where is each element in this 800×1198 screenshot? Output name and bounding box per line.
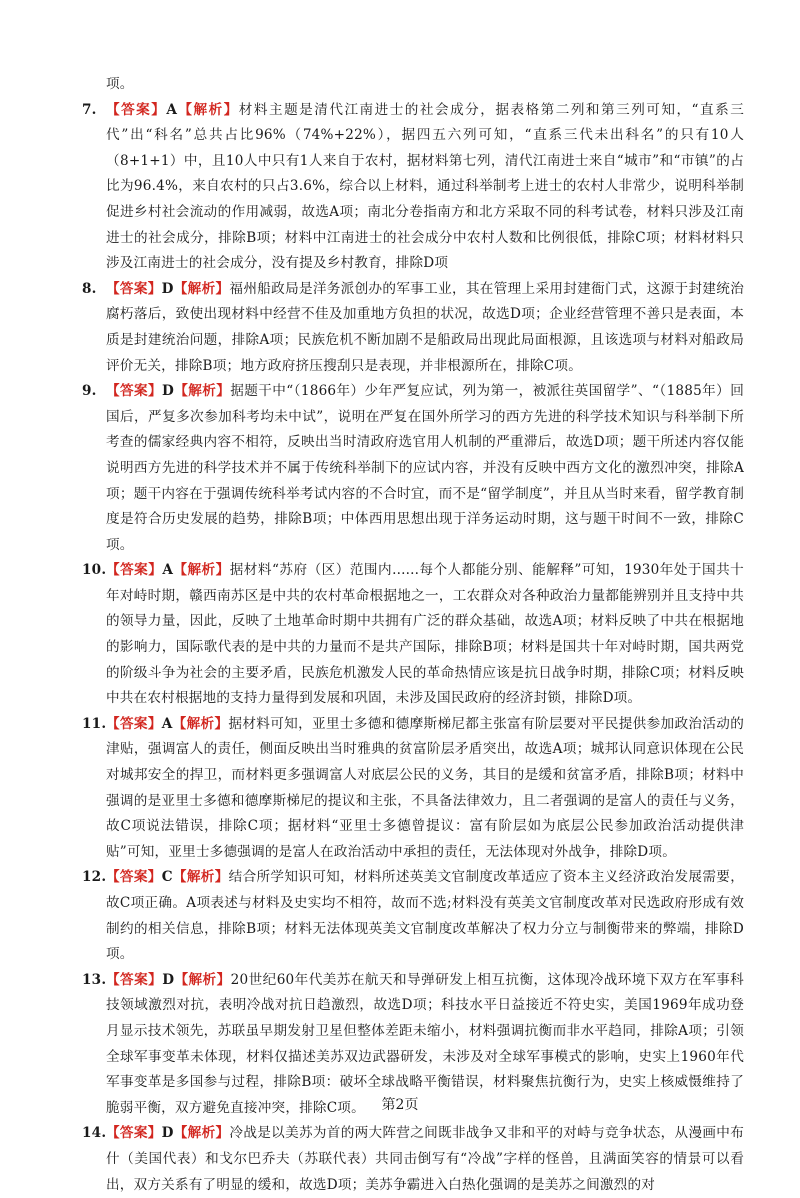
analysis-text: 20世纪60年代美苏在航天和导弹研发上相互抗衡，这体现冷战环境下双方在军事科技领域激烈对抗，表明冷战对抗日趋激烈，故选D项；科技水平日益接近不符史实，美国1969年成功登月显示技术领先，苏联虽早期发射卫星但整体差距未缩小，材料强调抗衡而非水平趋同，排除A项；引领全球军事变革未体现，材料仅描述美苏双边武器研发，未涉及对全球军事模式的影响，史实上1960年代军事变革是多国参与过程，排除B项：破坏全球战略平衡错误，材料聚焦抗衡行为，史实上核威慑维持了脆弱平衡，双方避免直接冲突，排除C项。	[106, 971, 744, 1116]
answer-tag: 【答案】	[106, 869, 162, 886]
analysis-text: 据题干中“（1866年）少年严复应试，列为第一，被派往英国留学”、“（1885年）回国后，严复多次参加科考均未中试”，说明在严复在国外所学习的西方先进的科学技术知识与科举制下所考查的儒家经典内容不相符，反映出当时清政府选官用人机制的严重滞后，故选D项；题干所述内容仅能说明西方先进的科学技术并不属于传统科举制下的应试内容，并没有反映中西方文化的激烈冲突，排除A项；题干内容在于强调传统科举考试内容的不合时宜，而不是“留学制度”，并且从当时来看，留学教育制度是符合历史发展的趋势，排除B项；中体西用思想出现于洋务运动时期，这与题干时间不一致，排除C项。	[106, 383, 744, 553]
answer-letter: D	[161, 280, 174, 297]
page-content	[82, 72, 744, 1198]
analysis-tag: 【解析】	[173, 280, 230, 297]
question-number: 7.	[82, 101, 97, 118]
answer-letter: A	[161, 715, 173, 732]
answer-item-14	[82, 1121, 744, 1198]
question-number: 12.	[82, 869, 107, 886]
answer-tag: 【答案】	[106, 383, 163, 400]
answer-tag: 【答案】	[106, 971, 163, 988]
analysis-tag: 【解析】	[174, 971, 231, 988]
answer-letter: D	[162, 971, 175, 988]
question-number: 8.	[82, 280, 97, 297]
analysis-text: 福州船政局是洋务派创办的军事工业，其在管理上采用封建衙门式，这源于封建统治腐朽落后，致使出现材料中经营不佳及加重地方负担的状况，故选D项；企业经营管理不善只是表面，本质是封建统治问题，排除A项；民族危机不断加剧不是船政局出现此局面根源，且该选项与材料对船政局评价无关，排除B项；地方政府挤压搜刮只是表现，并非根源所在，排除C项。	[106, 280, 744, 374]
analysis-tag: 【解析】	[173, 1125, 230, 1142]
analysis-tag: 【解析】	[173, 562, 230, 579]
page-number: 第2页	[381, 1097, 419, 1113]
analysis-text: 据材料“苏府（区）范围内......每个人都能分别、能解释”可知，1930年处于国共十年对峙时期，赣西南苏区是中共的农村革命根据地之一，工农群众对各种政治力量都能辨别并且支持中共的领导力量，因此，反映了土地革命时期中共拥有广泛的群众基础，故选A项；材料反映了中共在根据地的影响力，国际歌代表的是中共的力量而不是共产国际，排除B项；材料是国共十年对峙时期，国共两党的阶级斗争为社会的主要矛盾，民族危机激发人民的革命热情应该是抗日战争时期，排除C项；材料反映中共在农村根据地的支持力量得到发展和巩固，未涉及国民政府的经济封锁，排除D项。	[106, 562, 744, 707]
answer-letter: A	[166, 101, 178, 118]
analysis-tag: 【解析】	[174, 383, 231, 400]
continuation-text: 项。	[106, 76, 134, 92]
analysis-tag: 【解析】	[172, 869, 229, 886]
answer-item-11	[82, 712, 744, 866]
answer-tag: 【答案】	[106, 562, 163, 579]
answer-tag: 【答案】	[106, 280, 162, 297]
answer-item-9	[82, 379, 744, 558]
answer-item-7	[82, 98, 744, 277]
analysis-tag: 【解析】	[172, 715, 229, 732]
analysis-tag: 【解析】	[177, 101, 239, 118]
answer-letter: A	[162, 562, 174, 579]
answer-letter: D	[162, 383, 175, 400]
question-number: 9.	[82, 383, 97, 400]
answer-item-12	[82, 865, 744, 967]
answer-letter: C	[161, 869, 173, 886]
analysis-text: 结合所学知识可知，材料所述英美文官制度改革适应了资本主义经济政治发展需要，故C项正确。A项表述与材料及史实均不相符，故而不选;材料没有英美文官制度改革对民选政府形成有效制约的相关信息，排除B项；材料无法体现英美文官制度改革解决了权力分立与制衡带来的弊端，排除D项。	[106, 869, 744, 963]
answer-letter: D	[161, 1125, 174, 1142]
question-number: 13.	[82, 971, 107, 988]
answer-tag: 【答案】	[106, 1125, 162, 1142]
question-number: 10.	[82, 562, 107, 579]
question-number: 11.	[82, 715, 107, 732]
answer-item-10	[82, 558, 744, 712]
answer-tag: 【答案】	[106, 101, 167, 118]
answer-item-8	[82, 277, 744, 379]
answer-tag: 【答案】	[106, 715, 162, 732]
analysis-text: 据材料可知，亚里士多德和德摩斯梯尼都主张富有阶层要对平民提供参加政治活动的津贴，强调富人的责任，侧面反映出当时雅典的贫富阶层矛盾突出，故选A项；城邦认同意识体现在公民对城邦安全的捍卫，而材料更多强调富人对底层公民的义务，其目的是缓和贫富矛盾，排除B项；材料中强调的是亚里士多德和德摩斯梯尼的提议和主张，不具备法律效力，且二者强调的是富人的责任与义务，故C项说法错误，排除C项；据材料“亚里士多德曾提议：富有阶层如为底层公民参加政治活动提供津贴”可知，亚里士多德强调的是富人在政治活动中承担的责任，无法体现对外战争，排除D项。	[106, 715, 744, 860]
question-number: 14.	[82, 1125, 107, 1142]
analysis-text: 材料主题是清代江南进士的社会成分，据表格第二列和第三列可知，“直系三代”出“科名”总共占比96%（74%+22%），据四五六列可知，“直系三代未出科名”的只有10人（8+1+1）中，且10人中只有1人来自于农村，据材料第七列，清代江南进士来自“城市”和“市镇”的占比为96.4%，来自农村的只占3.6%，综合以上材料，通过科举制考上进士的农村人非常少，说明科举制促进乡村社会流动的作用减弱，故选A项；南北分卷指南方和北方采取不同的科考试卷，材料只涉及江南进士的社会成分，排除B项；材料中江南进士的社会成分中农村人数和比例很低，排除C项；材料材料只涉及江南进士的社会成分，没有提及乡村教育，排除D项	[106, 101, 744, 272]
analysis-text: 冷战是以美苏为首的两大阵营之间既非战争又非和平的对峙与竞争状态，从漫画中布什（美国代表）和戈尔巴乔夫（苏联代表）共同击倒写有“冷战”字样的怪兽，且满面笑容的情景可以看出，双方关系有了明显的缓和，故选D项；美苏争霸进入白热化强调的是美苏之间激烈的对	[106, 1125, 744, 1193]
